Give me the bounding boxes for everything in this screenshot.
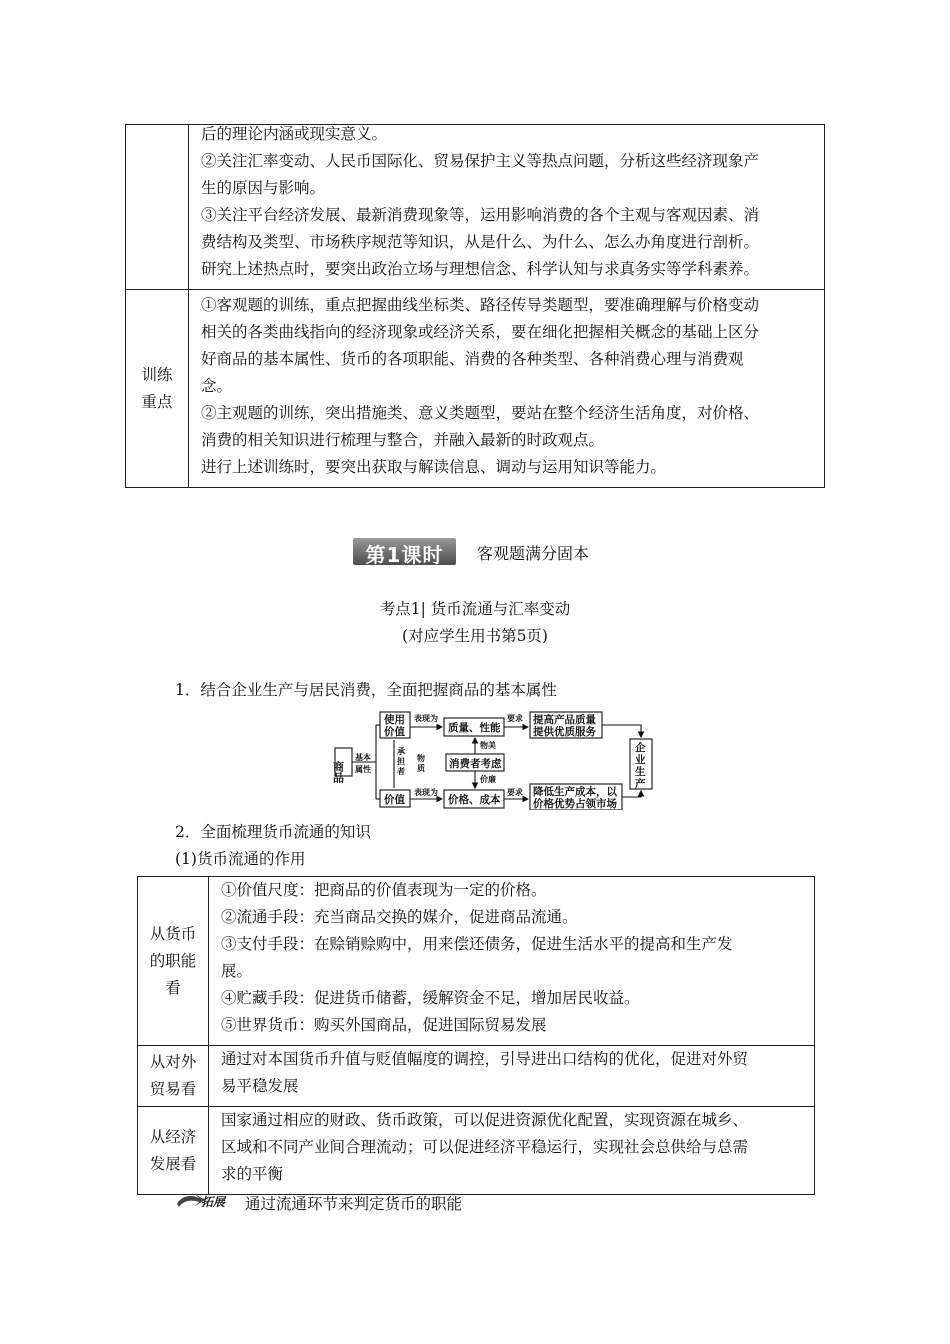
text-line: 研究上述热点时，要突出政治立场与理想信念、科学认知与求真务实等学科素养。 [201,260,760,278]
table-row [138,1046,815,1107]
label-line: 重点 [141,392,173,411]
text-line: ②主观题的训练，突出措施类、意义类题型，要站在整个经济生活角度，对价格、 [201,404,760,422]
table-row [138,877,815,1046]
table-row [126,290,825,488]
dg-wumei: 物美 [480,741,496,750]
text-line: ④贮藏手段：促进货币储蓄，缓解资金不足，增加居民收益。 [221,989,640,1007]
dg-wu: 物 [417,754,425,763]
dg-jialian: 价廉 [480,775,496,784]
lesson-header [353,538,653,568]
dg-ye: 业 [635,754,646,766]
text-line: 好商品的基本属性、货币的各项职能、消费的各种类型、各种消费心理与消费观 [201,350,744,368]
dg-biaoxianwei-bottom: 表现为 [414,788,438,797]
label-line: 从对外 [149,1053,197,1071]
row-content [189,290,825,488]
dg-dan: 担 [397,757,405,766]
dg-jiangdi-2: 价格优势占领市场 [533,798,617,810]
text-line: ③支付手段：在赊销赊购中，用来偿还债务，促进生活水平的提高和生产发 [221,935,733,953]
text-line: 易平稳发展 [221,1077,299,1095]
dg-jiangdi-1: 降低生产成本，以 [533,786,617,798]
label-line: 训练 [141,365,173,384]
text-line: 展。 [221,962,253,980]
text-line: ①客观题的训练，重点把握曲线坐标类、路径传导类题型，要准确理解与价格变动 [201,296,760,314]
row-content [209,1107,815,1195]
extension-text: 通过流通环节来判定货币的职能 [245,1195,463,1213]
dg-jiazhi: 价值 [384,794,405,806]
label-line: 从经济 [149,1127,197,1146]
text-line: 进行上述训练时，要突出获取与解读信息、调动与运用知识等能力。 [201,458,667,476]
dg-zhe: 者 [397,767,405,776]
dg-qi: 企 [635,742,646,754]
point-2-heading: 2．全面梳理货币流通的知识 [175,823,371,841]
commodity-attribute-diagram [330,706,660,810]
label-line: 看 [165,978,181,997]
label-line: 发展看 [149,1154,197,1173]
text-line: 通过对本国货币升值与贬值幅度的调控，引导进出口结构的优化，促进对外贸 [221,1050,749,1068]
dg-jiben: 基本 [355,753,371,762]
row-label-economy [138,1107,209,1195]
text-line: 相关的各类曲线指向的经济现象或经济关系，要在细化把握相关概念的基础上区分 [201,323,760,341]
dg-shiyong-1: 使用 [384,714,405,726]
row-label-empty [126,125,189,290]
dg-yaoqiu-bottom: 要求 [507,788,523,797]
row-label-function [138,877,209,1046]
dg-tigao-1: 提高产品质量 [533,714,596,726]
extension-icon [175,1190,230,1212]
text-line: 生的原因与影响。 [201,179,326,197]
text-line: 费结构及类型、市场秩序规范等知识，从是什么、为什么、怎么办角度进行剖析。 [201,233,760,251]
text-line: 后的理论内涵或现实意义。 [201,125,388,143]
dg-biaoxianwei-top: 表现为 [414,714,438,723]
extension-icon-label: 拓展 [201,1195,226,1209]
text-line: 区域和不同产业间合理流动；可以促进经济平稳运行，实现社会总供给与总需 [221,1138,749,1156]
row-content [209,1046,815,1107]
kaodian-title: 考点1| 货币流通与汇率变动 [379,600,571,618]
money-circulation-table [137,876,815,1195]
text-line: ③关注平台经济发展、最新消费现象等，运用影响消费的各个主观与客观因素、消 [201,206,760,224]
dg-shuxing: 属性 [355,765,371,774]
lesson-badge-text: 第1课时 [365,543,444,567]
text-line: ①价值尺度：把商品的价值表现为一定的价格。 [221,881,547,899]
row-content [209,877,815,1046]
row-label-trade [138,1046,209,1107]
table-row [126,125,825,290]
text-line: 国家通过相应的财政、货币政策，可以促进资源优化配置，实现资源在城乡、 [221,1111,749,1129]
dg-cheng: 承 [397,747,405,756]
text-line: 求的平衡 [221,1165,284,1183]
point-2-1-heading: (1)货币流通的作用 [175,850,306,868]
label-line: 的职能 [149,951,197,970]
dg-tigao-2: 提供优质服务 [533,726,596,738]
dg-jiage: 价格、成本 [448,794,501,806]
point-1-heading: 1．结合企业生产与居民消费，全面把握商品的基本属性 [175,681,557,699]
label-line: 贸易看 [149,1080,197,1098]
row-content [189,125,825,290]
top-table [125,124,825,488]
text-line: 念。 [201,377,233,395]
table-row [138,1107,815,1195]
dg-xiaofeizhe: 消费者考虑 [449,758,502,770]
text-line: 消费的相关知识进行梳理与整合，并融入最新的时政观点。 [201,431,605,449]
text-line: ⑤世界货币：购买外国商品，促进国际贸易发展 [221,1016,547,1034]
dg-shangpin-1: 商品 [331,761,345,783]
dg-zhiliang: 质量、性能 [448,722,501,734]
dg-chan: 产 [635,778,646,790]
dg-zhi: 质 [417,764,425,773]
dg-yaoqiu-top: 要求 [507,714,523,723]
label-line: 从货币 [149,924,197,943]
lesson-subtitle: 客观题满分固本 [477,544,590,563]
kaodian-reference: (对应学生用书第5页) [402,627,548,645]
text-line: ②流通手段：充当商品交换的媒介，促进商品流通。 [221,908,578,926]
dg-sheng: 生 [635,766,646,778]
dg-shiyong-2: 价值 [384,726,405,738]
text-line: ②关注汇率变动、人民币国际化、贸易保护主义等热点问题，分析这些经济现象产 [201,152,760,170]
lesson-badge [353,538,456,565]
row-label-training [126,290,189,488]
